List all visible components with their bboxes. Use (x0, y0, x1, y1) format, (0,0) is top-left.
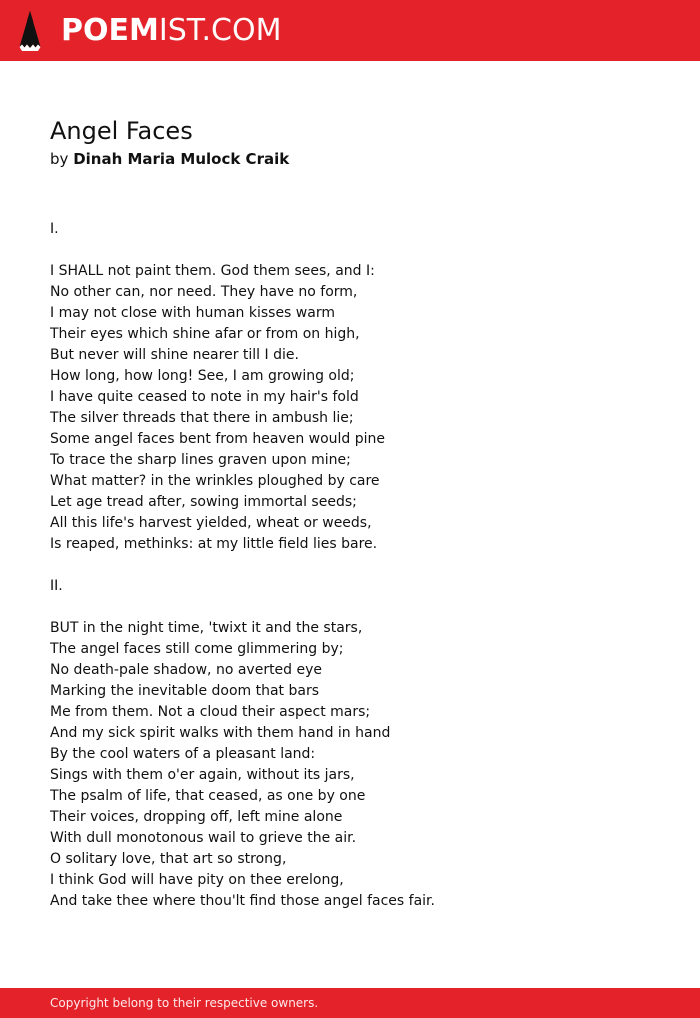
poem-line: O solitary love, that art so strong, (50, 851, 287, 867)
poem-body (50, 219, 660, 912)
poem-line: Me from them. Not a cloud their aspect mars; (50, 704, 371, 720)
author-name: Dinah Maria Mulock Craik (73, 150, 290, 168)
site-logo-link[interactable] (17, 8, 281, 54)
poem-line: And my sick spirit walks with them hand in hand (50, 725, 391, 741)
stanza-spacer (50, 240, 660, 261)
poem-line: The angel faces still come glimmering by; (50, 641, 344, 657)
copyright-notice: Copyright belong to their respective owners. (50, 996, 319, 1010)
stanza-spacer (50, 555, 660, 576)
poem-line: With dull monotonous wail to grieve the air. (50, 830, 357, 846)
site-header (0, 0, 700, 61)
byline (50, 149, 660, 169)
poem-line: BUT in the night time, 'twixt it and the stars, (50, 620, 363, 636)
poem-line: The silver threads that there in ambush lie; (50, 410, 354, 426)
poem-line: No death-pale shadow, no averted eye (50, 662, 323, 678)
stanza-spacer (50, 597, 660, 618)
poem-line: Sings with them o'er again, without its jars, (50, 767, 355, 783)
poem-line: I may not close with human kisses warm (50, 305, 335, 321)
poem-line: Is reaped, methinks: at my little field lies bare. (50, 536, 378, 552)
stanza-numeral: II. (50, 578, 63, 594)
poem-line: Their eyes which shine afar or from on high, (50, 326, 360, 342)
poem-line: No other can, nor need. They have no form, (50, 284, 358, 300)
poem-line: How long, how long! See, I am growing old; (50, 368, 355, 384)
poem-line: Some angel faces bent from heaven would pine (50, 431, 386, 447)
poem-line: The psalm of life, that ceased, as one by one (50, 788, 366, 804)
stanza-numeral: I. (50, 221, 59, 237)
poem-line: Their voices, dropping off, left mine alone (50, 809, 343, 825)
poem-line: And take thee where thou'lt find those angel faces fair. (50, 893, 435, 909)
poem-content (50, 116, 660, 912)
poem-line: What matter? in the wrinkles ploughed by care (50, 473, 380, 489)
logo-wordmark (61, 8, 281, 54)
poem-line: But never will shine nearer till I die. (50, 347, 299, 363)
poem-line: I have quite ceased to note in my hair's fold (50, 389, 359, 405)
poem-line: To trace the sharp lines graven upon mine; (50, 452, 351, 468)
poem-line: Let age tread after, sowing immortal seeds; (50, 494, 357, 510)
poem-line: I think God will have pity on thee erelong, (50, 872, 344, 888)
logo-wordmark-light: IST.COM (158, 13, 282, 48)
poem-line: Marking the inevitable doom that bars (50, 683, 320, 699)
poem-line: All this life's harvest yielded, wheat or weeds, (50, 515, 372, 531)
poem-title: Angel Faces (50, 117, 193, 145)
logo-wordmark-bold: POEM (61, 13, 159, 48)
pencil-icon (17, 10, 43, 52)
site-footer (0, 988, 700, 1018)
poem-line: By the cool waters of a pleasant land: (50, 746, 316, 762)
byline-prefix: by (50, 150, 69, 168)
poem-line: I SHALL not paint them. God them sees, and I: (50, 263, 375, 279)
